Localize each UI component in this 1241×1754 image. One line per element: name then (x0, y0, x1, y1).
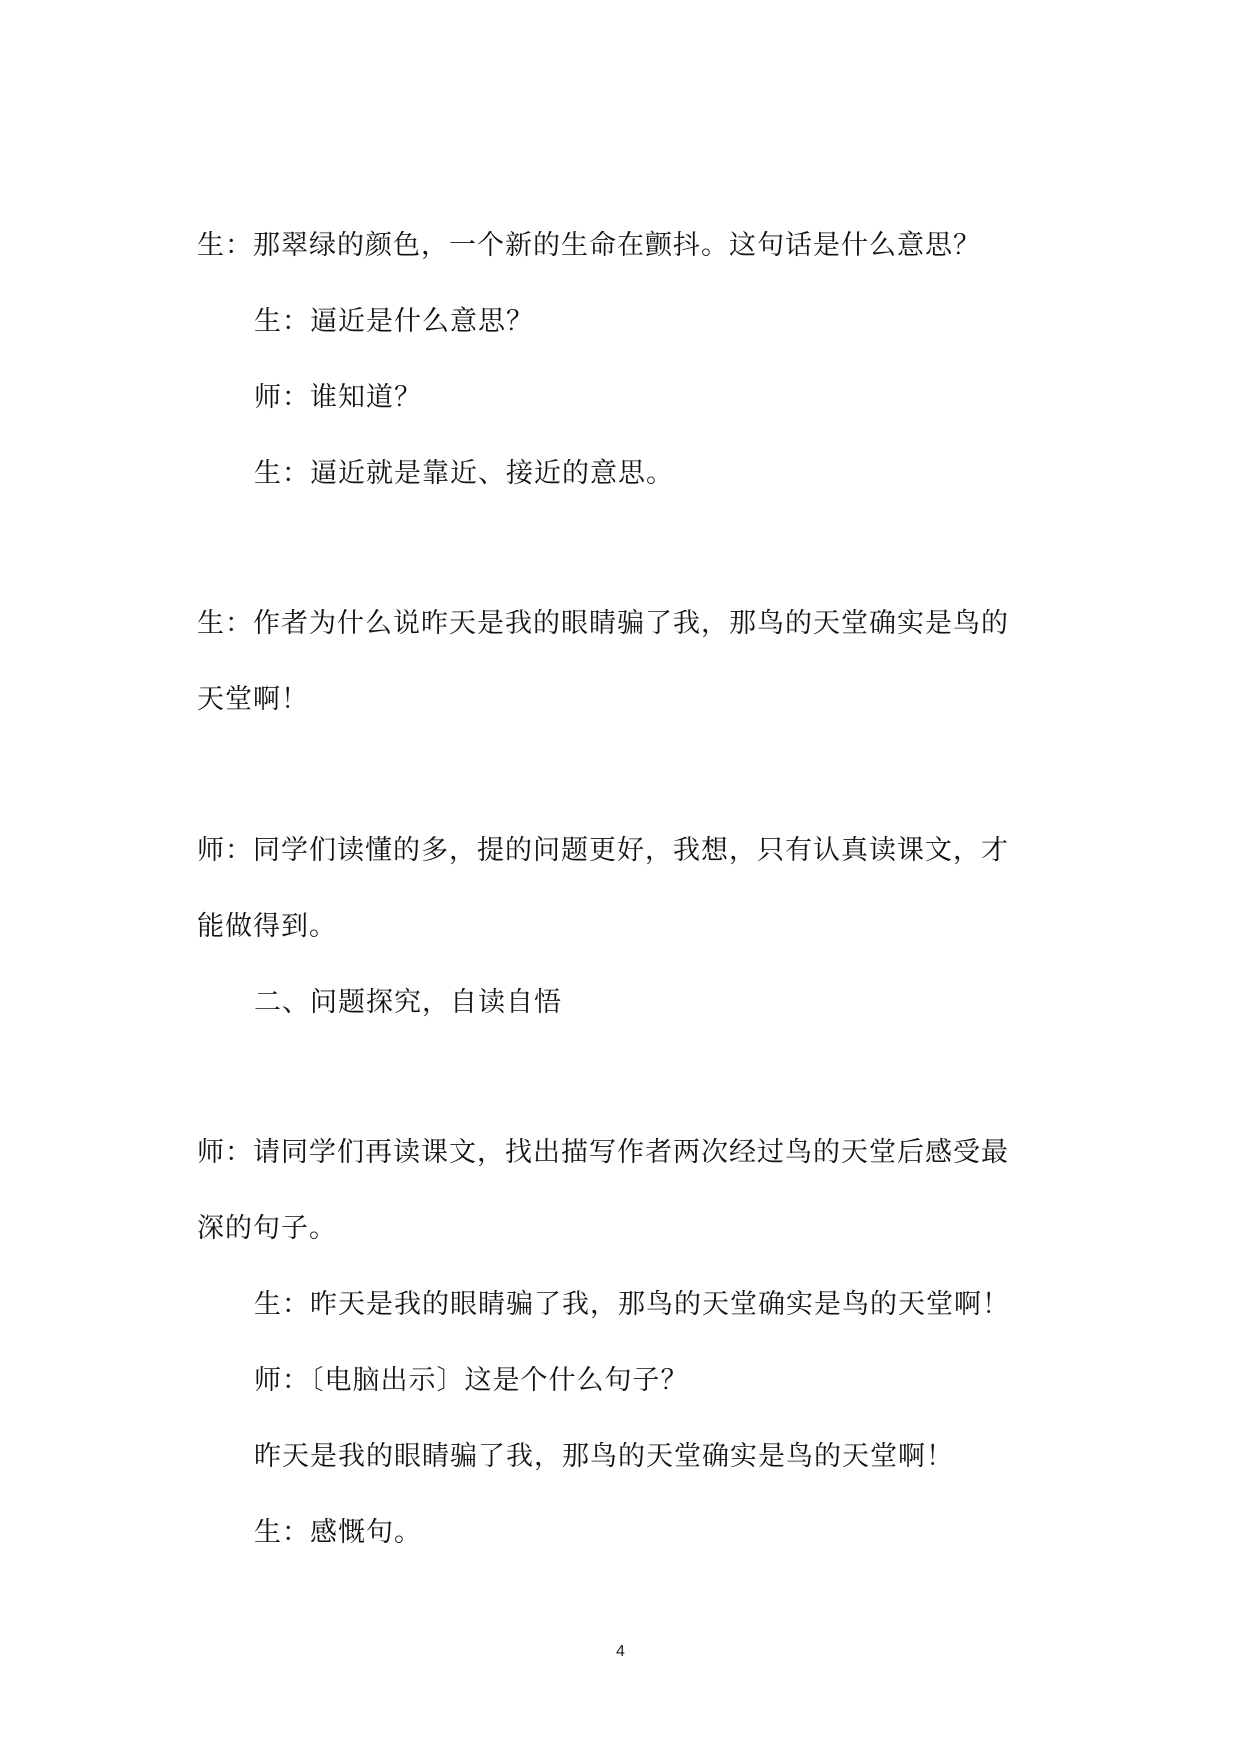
text-line: 深的句子。 (197, 1213, 337, 1244)
text-line: 师：谁知道？ (254, 382, 422, 413)
text-line: 师：请同学们再读课文，找出描写作者两次经过鸟的天堂后感受最 (197, 1137, 1009, 1168)
section-heading: 二、问题探究，自读自悟 (254, 987, 562, 1018)
text-line: 生：逼近就是靠近、接近的意思。 (254, 458, 674, 489)
text-line: 生：昨天是我的眼睛骗了我，那鸟的天堂确实是鸟的天堂啊！ (254, 1289, 1010, 1320)
text-line: 天堂啊！ (197, 684, 309, 715)
text-line: 生：逼近是什么意思？ (254, 306, 534, 337)
text-line: 昨天是我的眼睛骗了我，那鸟的天堂确实是鸟的天堂啊！ (254, 1441, 954, 1472)
text-line: 师：〔电脑出示〕这是个什么句子？ (254, 1365, 689, 1396)
text-line: 生：作者为什么说昨天是我的眼睛骗了我，那鸟的天堂确实是鸟的 (197, 608, 1009, 639)
text-line: 生：感慨句。 (254, 1517, 422, 1548)
page-number: 4 (616, 1643, 625, 1660)
text-line: 生：那翠绿的颜色，一个新的生命在颤抖。这句话是什么意思？ (197, 230, 981, 261)
text-line: 能做得到。 (197, 911, 337, 942)
text-line: 师：同学们读懂的多，提的问题更好，我想，只有认真读课文，才 (197, 835, 1009, 866)
